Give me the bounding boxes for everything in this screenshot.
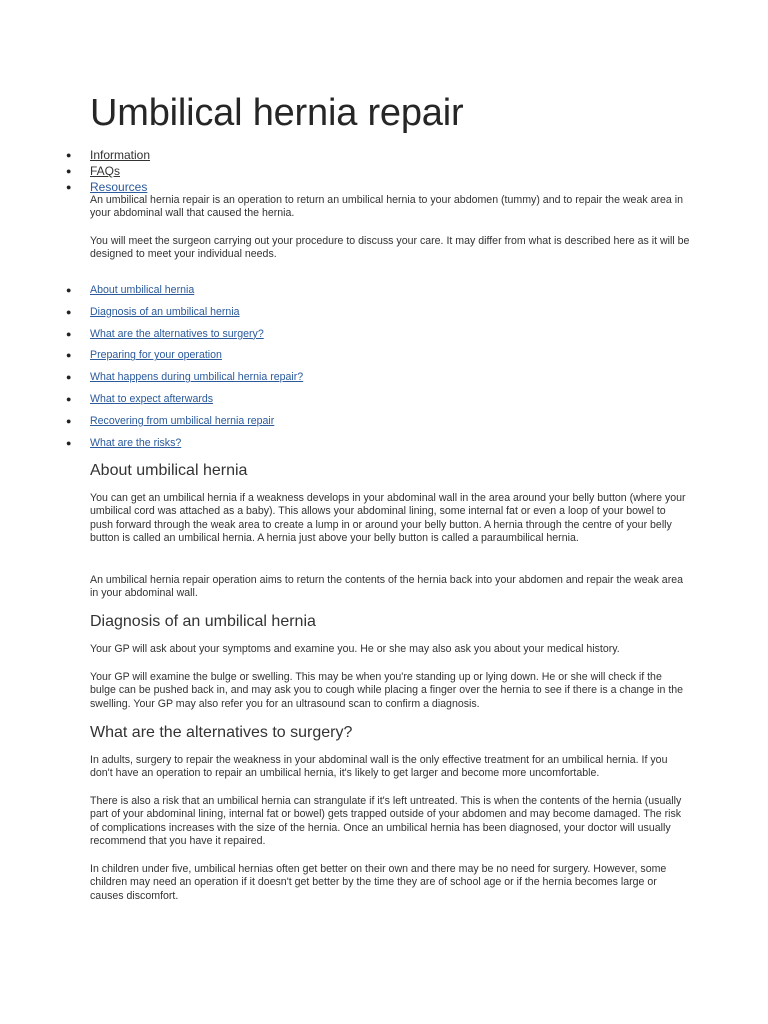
- section-paragraph: You can get an umbilical hernia if a weakness develops in your abdominal wall in the area around your belly button (where your umbilical cord was attached as a baby). This allows your abdominal lining, some internal fat or even a loop of your bowel to push forward through the weak area to create a lump in or around your belly button. A hernia through the centre of your belly button is called an umbilical hernia. A hernia just above your belly button is called a paraumbilical hernia.: [90, 492, 686, 545]
- bullet-icon: ●: [66, 415, 72, 426]
- section-paragraph: In adults, surgery to repair the weakness in your abdominal wall is the only effective treatment for an umbilical hernia. If you don't have an operation to repair an umbilical hernia, it's likely to get larger and become more uncomfortable.: [90, 754, 668, 780]
- section-paragraph: There is also a risk that an umbilical hernia can strangulate if it's left untreated. This is when the contents of the hernia (usually part of your abdominal lining, internal fat or bowel) gets trapped outside of your abdomen and may become damaged. The risk of complications increases with the size of the hernia. Once an umbilical hernia has been diagnosed, your doctor will usually recommend that you have it repaired.: [90, 795, 682, 848]
- bullet-icon: ●: [66, 285, 72, 295]
- toc-link-afterwards[interactable]: What to expect afterwards: [90, 392, 214, 405]
- bullet-icon: ●: [66, 328, 72, 339]
- section-paragraph: In children under five, umbilical hernias often get better on their own and there may be no need for surgery. However, some children may need an operation if it doesn't get better by the time they are of school age or if the hernia becomes large or causes discomfort.: [90, 863, 667, 902]
- page-title: Umbilical hernia repair: [90, 92, 464, 134]
- intro-paragraph-1: An umbilical hernia repair is an operation to return an umbilical hernia to your abdomen (tummy) and to repair the weak area in your abdominal wall that caused the hernia.: [90, 194, 683, 220]
- bullet-icon: ●: [66, 437, 72, 448]
- toc-link-risks[interactable]: What are the risks?: [90, 436, 182, 449]
- bullet-icon: ●: [66, 182, 72, 192]
- section-paragraph: Your GP will examine the bulge or swelling. This may be when you're standing up or lying down. He or she will check if the bulge can be pushed back in, and may ask you to cough while placing a finger over the hernia to see if there is a change in the swelling. Your GP may also refer you for an ultrasound scan to confirm a diagnosis.: [90, 671, 684, 710]
- toc-link-recovering[interactable]: Recovering from umbilical hernia repair: [90, 414, 275, 427]
- bullet-icon: ●: [66, 150, 72, 160]
- bullet-icon: ●: [66, 393, 72, 404]
- toc-link-during[interactable]: What happens during umbilical hernia repair?: [90, 371, 304, 384]
- toc-link-about[interactable]: About umbilical hernia: [90, 284, 195, 296]
- nav-link-resources[interactable]: Resources: [90, 180, 148, 194]
- toc-link-alternatives[interactable]: What are the alternatives to surgery?: [90, 327, 264, 340]
- section-heading-about: About umbilical hernia: [90, 462, 248, 479]
- bullet-icon: ●: [66, 306, 72, 317]
- nav-link-information[interactable]: Information: [90, 148, 151, 162]
- bullet-icon: ●: [66, 350, 72, 361]
- section-heading-diagnosis: Diagnosis of an umbilical hernia: [90, 613, 316, 630]
- section-heading-alternatives: What are the alternatives to surgery?: [90, 724, 353, 741]
- toc-link-preparing[interactable]: Preparing for your operation: [90, 349, 222, 362]
- intro-paragraph-2: You will meet the surgeon carrying out your procedure to discuss your care. It may differ from what is described here as it will be designed to meet your individual needs.: [90, 235, 690, 261]
- bullet-icon: ●: [66, 166, 72, 176]
- nav-link-faqs[interactable]: FAQs: [90, 164, 121, 178]
- toc-link-diagnosis[interactable]: Diagnosis of an umbilical hernia: [90, 305, 240, 318]
- section-paragraph: An umbilical hernia repair operation aims to return the contents of the hernia back into your abdomen and repair the weak area in your abdominal wall.: [90, 574, 684, 600]
- bullet-icon: ●: [66, 372, 72, 383]
- section-paragraph: Your GP will ask about your symptoms and examine you. He or she may also ask you about your medical history.: [90, 643, 620, 655]
